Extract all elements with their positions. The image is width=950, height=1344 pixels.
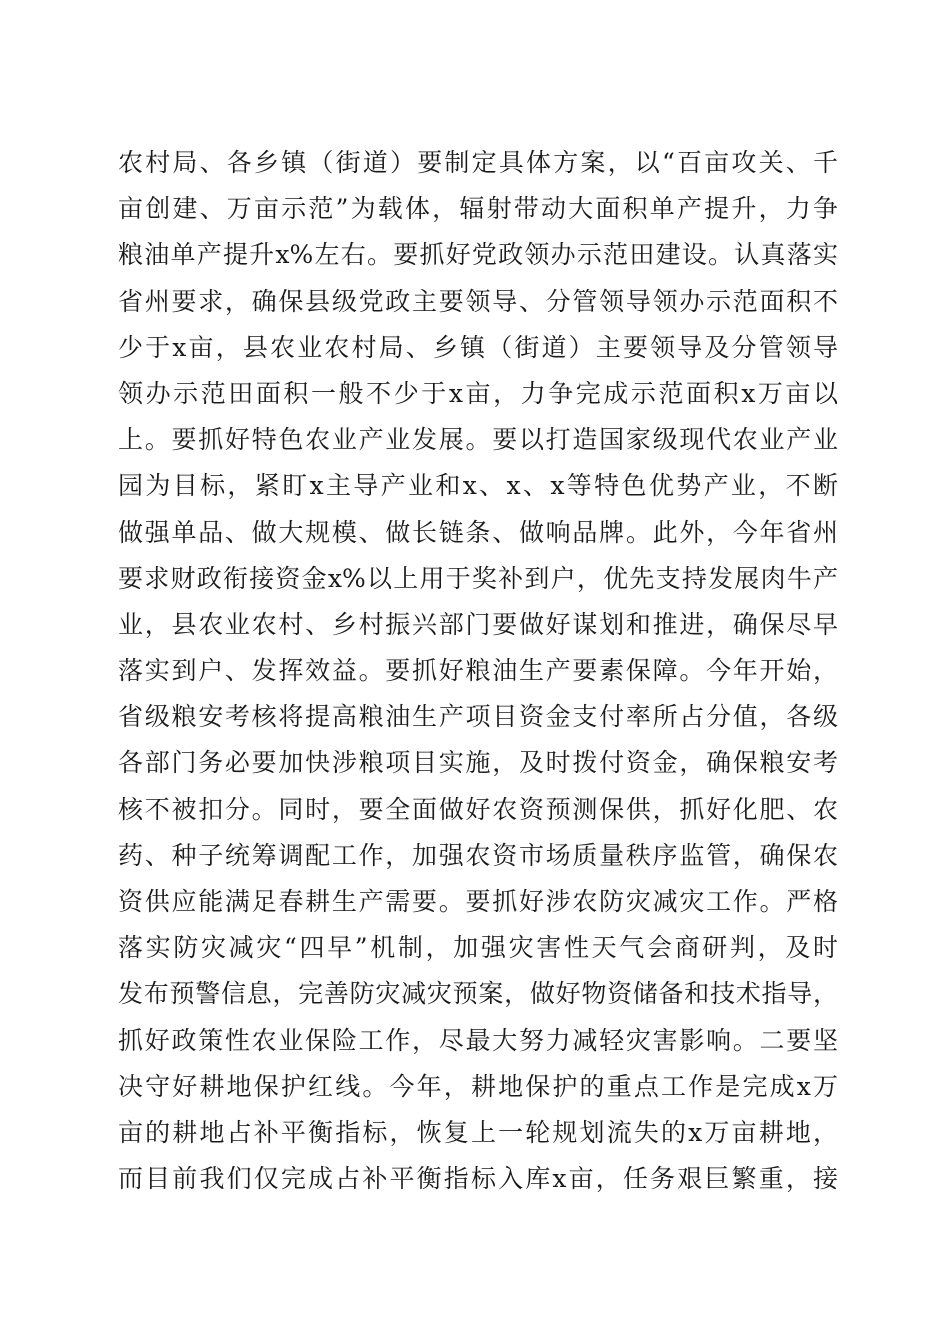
text-line: 决守好耕地保护红线。今年，耕地保护的重点工作是完成x万 <box>118 1071 838 1101</box>
text-line: 资供应能满足春耕生产需要。要抓好涉农防灾减灾工作。严格 <box>118 887 838 916</box>
text-line: 发布预警信息，完善防灾减灾预案，做好物资储备和技术指导， <box>118 979 838 1009</box>
text-line: 园为目标，紧盯x主导产业和x、x、x等特色优势产业，不断 <box>118 471 838 501</box>
body-text <box>118 140 838 1202</box>
text-line: 各部门务必要加快涉粮项目实施，及时拨付资金，确保粮安考 <box>118 748 838 778</box>
text-line: 药、种子统筹调配工作，加强农资市场质量秩序监管，确保农 <box>118 840 838 870</box>
text-line: 核不被扣分。同时，要全面做好农资预测保供，抓好化肥、农 <box>118 794 838 824</box>
text-line: 做强单品、做大规模、做长链条、做响品牌。此外，今年省州 <box>118 517 838 547</box>
text-line: 亩的耕地占补平衡指标，恢复上一轮规划流失的x万亩耕地， <box>118 1117 838 1147</box>
text-line: 要求财政衔接资金x%以上用于奖补到户，优先支持发展肉牛产 <box>118 563 838 593</box>
text-line: 粮油单产提升x%左右。要抓好党政领办示范田建设。认真落实 <box>118 240 838 270</box>
text-line: 省州要求，确保县级党政主要领导、分管领导领办示范面积不 <box>118 286 838 316</box>
text-line: 亩创建、万亩示范”为载体，辐射带动大面积单产提升，力争 <box>118 194 838 224</box>
text-line: 业，县农业农村、乡村振兴部门要做好谋划和推进，确保尽早 <box>118 609 838 639</box>
text-line: 落实防灾减灾“四早”机制，加强灾害性天气会商研判，及时 <box>118 933 838 963</box>
text-line: 抓好政策性农业保险工作，尽最大努力减轻灾害影响。二要坚 <box>118 1025 838 1055</box>
text-line: 落实到户、发挥效益。要抓好粮油生产要素保障。今年开始， <box>118 656 838 686</box>
text-line: 少于x亩，县农业农村局、乡镇（街道）主要领导及分管领导 <box>118 332 838 362</box>
text-line: 省级粮安考核将提高粮油生产项目资金支付率所占分值，各级 <box>118 702 838 732</box>
text-line: 而目前我们仅完成占补平衡指标入库x亩，任务艰巨繁重，接 <box>118 1164 838 1194</box>
text-line: 上。要抓好特色农业产业发展。要以打造国家级现代农业产业 <box>118 425 838 455</box>
text-line: 领办示范田面积一般不少于x亩，力争完成示范面积x万亩以 <box>118 378 838 408</box>
text-line: 农村局、各乡镇（街道）要制定具体方案，以“百亩攻关、千 <box>118 148 838 177</box>
